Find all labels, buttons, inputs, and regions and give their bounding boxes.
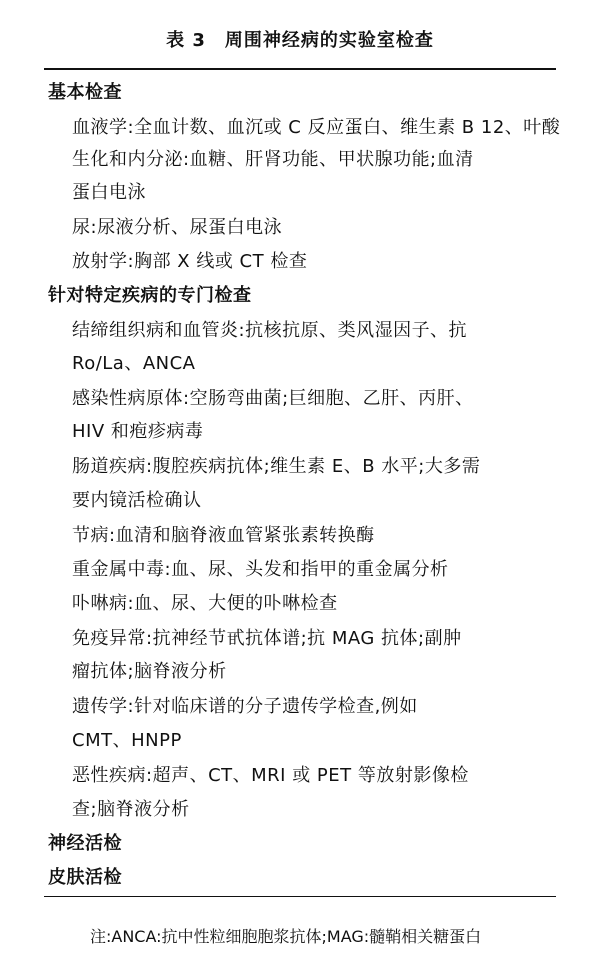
table-line: 生化和内分泌:血糖、肝肾功能、甲状腺功能;血清 xyxy=(72,149,474,170)
table-line: 蛋白电泳 xyxy=(72,182,146,203)
table-line: Ro/La、ANCA xyxy=(72,353,196,374)
table-line: 放射学:胸部 X 线或 CT 检查 xyxy=(72,251,308,272)
table-line: 重金属中毒:血、尿、头发和指甲的重金属分析 xyxy=(72,559,449,580)
section-heading-nerve-biopsy: 神经活检 xyxy=(48,833,122,854)
table-line: HIV 和疱疹病毒 xyxy=(72,421,204,442)
table-title: 表 3 周围神经病的实验室检查 xyxy=(166,30,434,51)
section-heading-specific: 针对特定疾病的专门检查 xyxy=(48,285,252,306)
bottom-rule xyxy=(44,896,556,897)
table-line: 肠道疾病:腹腔疾病抗体;维生素 E、B 水平;大多需 xyxy=(72,456,481,477)
table-line: 遗传学:针对临床谱的分子遗传学检查,例如 xyxy=(72,696,418,717)
table-note: 注:ANCA:抗中性粒细胞胞浆抗体;MAG:髓鞘相关糖蛋白 xyxy=(90,927,482,946)
table-line: 瘤抗体;脑脊液分析 xyxy=(72,661,227,682)
top-rule xyxy=(44,68,556,70)
table-line: 查;脑脊液分析 xyxy=(72,799,190,820)
section-heading-basic: 基本检查 xyxy=(48,82,122,103)
section-heading-skin-biopsy: 皮肤活检 xyxy=(48,867,122,888)
table-line: 恶性疾病:超声、CT、MRI 或 PET 等放射影像检 xyxy=(72,765,469,786)
table-line: 结缔组织病和血管炎:抗核抗原、类风湿因子、抗 xyxy=(72,320,468,341)
table-line: 感染性病原体:空肠弯曲菌;巨细胞、乙肝、丙肝、 xyxy=(72,388,474,409)
table-line: 节病:血清和脑脊液血管紧张素转换酶 xyxy=(72,525,375,546)
table-line: 血液学:全血计数、血沉或 C 反应蛋白、维生素 B 12、叶酸 xyxy=(72,117,561,138)
table-line: 卟啉病:血、尿、大便的卟啉检查 xyxy=(72,593,338,614)
table-line: CMT、HNPP xyxy=(72,730,182,751)
table-line: 尿:尿液分析、尿蛋白电泳 xyxy=(72,217,283,238)
table-line: 要内镜活检确认 xyxy=(72,490,202,511)
table-line: 免疫异常:抗神经节甙抗体谱;抗 MAG 抗体;副肿 xyxy=(72,628,462,649)
